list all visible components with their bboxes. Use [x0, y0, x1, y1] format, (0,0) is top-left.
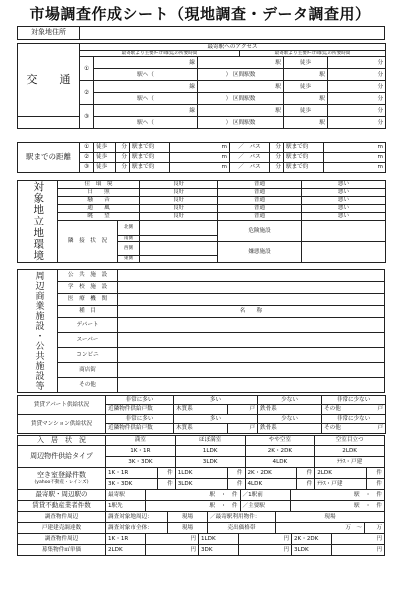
good-option[interactable]: 良好 — [140, 189, 218, 197]
station-label: 駅 — [198, 57, 284, 69]
to-label: 駅まで約 — [130, 163, 170, 173]
yen-unit: 円 — [146, 534, 199, 545]
department-value[interactable] — [118, 318, 385, 333]
occupancy-almost-full[interactable]: ほぼ満室 — [175, 436, 245, 446]
occupancy-full[interactable]: 満室 — [106, 436, 176, 446]
average-option[interactable]: 普通 — [218, 213, 302, 221]
m-label: m — [324, 163, 386, 173]
page-title: 市場調査作成シート（現地調査・データ調査用） — [29, 5, 371, 23]
land-label-2: 戸建建売調達数 — [18, 523, 106, 534]
station-label: 駅 — [198, 81, 284, 93]
site-table — [17, 180, 386, 263]
good-option[interactable]: 良好 — [140, 213, 218, 221]
distance-row-num: ② — [80, 153, 94, 163]
min-label: 分 — [270, 153, 284, 163]
agent-station: 1駅先 — [106, 501, 146, 512]
level-many[interactable]: 多い — [174, 415, 258, 424]
vacancy-label-cell: 空き室登録件数 (yahoo不動産・レインズ) — [18, 468, 106, 490]
site-item: 日 照 — [58, 189, 140, 197]
yen-unit: 円 — [239, 534, 292, 545]
count-unit: 件 — [227, 468, 245, 479]
via-cell: ） 区間駅数 — [198, 117, 284, 129]
type-option[interactable]: 3LDK — [175, 457, 245, 468]
m-label: m — [170, 143, 230, 153]
rent-type: 2K・2DK — [292, 534, 332, 545]
min-label: 分 — [270, 163, 284, 173]
neighbor-label: 隣 接 状 況 — [58, 221, 118, 263]
stock-label: 近隣物件供給戸数 — [106, 424, 174, 434]
bad-option[interactable]: 悪い — [302, 213, 386, 221]
yen-unit: 円 — [146, 545, 199, 556]
to-label: 駅へ（ — [94, 69, 198, 81]
eki-label: 駅 — [284, 69, 328, 81]
rent-label-1: 調査物件周辺 — [18, 534, 106, 545]
bad-option[interactable]: 悪い — [302, 189, 386, 197]
to-label: 駅まで約 — [284, 163, 324, 173]
level-very-few[interactable]: 非常に少ない — [322, 415, 386, 424]
rent-table — [17, 533, 385, 556]
neighbor-north-value[interactable] — [140, 221, 218, 236]
neighbor-east-value[interactable] — [140, 256, 218, 262]
unit-label: 戸 — [228, 405, 258, 415]
line-label: 線 — [94, 105, 198, 117]
eki-label: 駅 — [284, 117, 328, 129]
steel-label: 鉄骨系 — [258, 405, 322, 415]
min-label: 分 — [116, 163, 130, 173]
direction-west: 西側 — [118, 241, 140, 256]
vacancy-type: 3K・3DK — [106, 479, 158, 490]
rent-type: 2LDK — [106, 545, 146, 556]
walk-label: 徒歩 — [284, 57, 328, 69]
price-range-label: 売出価格帯 — [208, 523, 276, 534]
type-option[interactable]: 3K・3DK — [106, 457, 176, 468]
access-sub-right: 最寄駅より主要ﾀｰﾐﾅﾙ駅迄の所要時間 — [240, 51, 386, 57]
level-few[interactable]: 少ない — [258, 415, 322, 424]
type-option[interactable]: ﾃﾗｽ・戸建 — [315, 457, 385, 468]
occupancy-label: 入 居 状 況 — [18, 436, 106, 446]
type-shopping-street: 商店街 — [58, 363, 118, 378]
count-unit: 件 — [367, 468, 385, 479]
spacer — [18, 117, 80, 129]
vacancy-type: 1K・1R — [106, 468, 158, 479]
access-table — [17, 43, 386, 129]
type-option[interactable]: 2LDK — [315, 446, 385, 457]
count-unit: 件 — [297, 468, 315, 479]
location-table — [17, 26, 385, 40]
danger-facility-value[interactable] — [302, 221, 386, 242]
site-item: 騒 音 — [58, 197, 140, 205]
vacancy-type: 3LDK — [175, 479, 227, 490]
agents-label-2: 賃貸不動産業者件数 — [18, 501, 106, 512]
min-label: 分 — [328, 57, 386, 69]
yen-unit: 円 — [332, 545, 385, 556]
stock-label: 近隣物件供給戸数 — [106, 405, 174, 415]
average-option[interactable]: 普通 — [218, 181, 302, 189]
other-cell: その他 戸 — [322, 405, 386, 415]
shopping-street-value[interactable] — [118, 363, 385, 378]
medical-facility-value[interactable] — [118, 294, 385, 306]
location-label: 対象地住所 — [18, 27, 80, 40]
line-label: 線 — [94, 81, 198, 93]
distance-row-num: ① — [80, 143, 94, 153]
vacancy-type: 2LDK — [315, 468, 367, 479]
to-label: 駅へ（ — [94, 117, 198, 129]
public-facility-label: 公 共 施 設 — [58, 270, 118, 282]
min-label: 分 — [270, 143, 284, 153]
agent-station: ／1駅前 — [240, 490, 290, 501]
min-label: 分 — [328, 105, 386, 117]
bus-label: ／ バス — [230, 153, 270, 163]
station-label: 駅 — [198, 105, 284, 117]
m-label: m — [170, 153, 230, 163]
via-cell: ） 区間駅数 — [198, 93, 284, 105]
walk-label: 徒歩 — [284, 81, 328, 93]
price-unit: 万 ～ — [276, 523, 365, 534]
walk-label: 徒歩 — [94, 153, 116, 163]
distance-row-num: ③ — [80, 163, 94, 173]
wood-label: 木質系 — [174, 405, 228, 415]
supply-type-label: 周辺物件供給タイプ — [18, 446, 106, 468]
m-label: m — [170, 163, 230, 173]
facilities-table — [17, 269, 385, 393]
site-item: 眺 望 — [58, 213, 140, 221]
supply-type-table — [17, 445, 385, 468]
supermarket-value[interactable] — [118, 333, 385, 348]
agent-count: 駅 ・ 件 — [146, 490, 241, 501]
min-label: 分 — [328, 81, 386, 93]
access-row-num: ③ — [80, 105, 94, 129]
access-label: 交 通 — [18, 44, 80, 117]
count-unit: 件 — [157, 468, 175, 479]
land-table — [17, 511, 385, 534]
school-facility-label: 学 校 施 設 — [58, 282, 118, 294]
type-option[interactable]: 1K・1R — [106, 446, 176, 457]
level-very-many[interactable]: 非常に多い — [106, 415, 174, 424]
vacancy-type: 1LDK — [175, 468, 227, 479]
walk-label: 徒歩 — [94, 163, 116, 173]
yen-unit: 円 — [239, 545, 292, 556]
land-field: 調査対象市全体： — [106, 523, 168, 534]
land-label-1: 調査物件周辺 — [18, 512, 106, 523]
rent-type: 3DK — [199, 545, 239, 556]
walk-label: 徒歩 — [94, 143, 116, 153]
land-field: ／最寄駅利用物件： — [208, 512, 276, 523]
bad-option[interactable]: 悪い — [302, 205, 386, 213]
vacancy-table — [17, 467, 385, 490]
rent-type: 1K・1R — [106, 534, 146, 545]
agent-count: 駅 ・ 件 — [290, 501, 385, 512]
distance-label: 駅までの距離 — [18, 143, 80, 173]
danger-facility-label: 危険施設 — [218, 221, 302, 242]
access-header: 最寄駅へのアクセス — [80, 44, 386, 51]
rental-table — [17, 395, 386, 434]
facilities-label: 周辺商業施設・公共施設等 — [18, 270, 58, 393]
level-many[interactable]: 多い — [174, 396, 258, 405]
level-very-few[interactable]: 非常に少ない — [322, 396, 386, 405]
medical-facility-label: 医 療 機 関 — [58, 294, 118, 306]
m-label: m — [324, 153, 386, 163]
bad-option[interactable]: 悪い — [302, 181, 386, 189]
yen-unit: 円 — [332, 534, 385, 545]
type-department: デパート — [58, 318, 118, 333]
average-option[interactable]: 普通 — [218, 197, 302, 205]
unit-label: 戸 — [228, 424, 258, 434]
direction-east: 東側 — [118, 256, 140, 262]
disgust-facility-value[interactable] — [302, 241, 386, 262]
occupancy-many-vacant[interactable]: 空室目立つ — [315, 436, 385, 446]
type-option[interactable]: 2K・2DK — [245, 446, 315, 457]
to-label: 駅へ（ — [94, 93, 198, 105]
name-header: 名 称 — [118, 306, 385, 318]
bus-label: ／ バス — [230, 163, 270, 173]
level-very-many[interactable]: 非常に多い — [106, 396, 174, 405]
type-other: その他 — [58, 378, 118, 393]
min-label: 分 — [116, 143, 130, 153]
vacancy-type: 2K・2DK — [245, 468, 297, 479]
land-unit: 現場 — [168, 523, 208, 534]
good-option[interactable]: 良好 — [140, 181, 218, 189]
count-unit: 件 — [367, 479, 385, 490]
count-unit: 件 — [227, 479, 245, 490]
count-unit: 件 — [157, 479, 175, 490]
site-item: 通 風 — [58, 205, 140, 213]
mansion-supply-label: 賃貸マンション供給状況 — [18, 415, 106, 434]
level-few[interactable]: 少ない — [258, 396, 322, 405]
agent-count: 駅 ・ 件 — [290, 490, 385, 501]
m-label: m — [324, 143, 386, 153]
agent-station: ／主要駅 — [240, 501, 290, 512]
access-row-num: ① — [80, 57, 94, 81]
good-option[interactable]: 良好 — [140, 197, 218, 205]
neighbor-west-value[interactable] — [140, 241, 218, 256]
disgust-facility-label: 嫌悪施設 — [218, 241, 302, 262]
type-supermarket: スーパー — [58, 333, 118, 348]
direction-south: 南側 — [118, 235, 140, 241]
rent-label-2: 募集物件㎡単価 — [18, 545, 106, 556]
distance-table — [17, 142, 386, 173]
steel-label: 鉄骨系 — [258, 424, 322, 434]
type-option[interactable]: 4LDK — [245, 457, 315, 468]
min-label: 分 — [328, 93, 386, 105]
access-row-num: ② — [80, 81, 94, 105]
count-unit: 件 — [297, 479, 315, 490]
to-label: 駅まで約 — [130, 153, 170, 163]
eki-label: 駅 — [284, 93, 328, 105]
walk-label: 徒歩 — [284, 105, 328, 117]
access-sub-left: 最寄駅より主要ﾀｰﾐﾅﾙ駅迄の所要時間 — [80, 51, 240, 57]
min-label: 分 — [328, 117, 386, 129]
location-value[interactable] — [80, 27, 385, 40]
average-option[interactable]: 普通 — [218, 205, 302, 213]
type-convenience: コンビニ — [58, 348, 118, 363]
bus-label: ／ バス — [230, 143, 270, 153]
via-cell: ） 区間駅数 — [198, 69, 284, 81]
agent-count: 駅 ・ 件 — [146, 501, 241, 512]
other-value[interactable] — [118, 378, 385, 393]
wood-label: 木質系 — [174, 424, 228, 434]
school-facility-value[interactable] — [118, 282, 385, 294]
type-option[interactable]: 1LDK — [175, 446, 245, 457]
price-unit: 万 — [364, 523, 384, 534]
vacancy-type: ﾃﾗｽ・戸建 — [315, 479, 367, 490]
apartment-supply-label: 賃貸アパート供給状況 — [18, 396, 106, 415]
site-label: 対象地立地環境 — [18, 181, 58, 263]
occupancy-some-vacant[interactable]: やや空室 — [245, 436, 315, 446]
to-label: 駅まで約 — [284, 153, 324, 163]
direction-north: 北側 — [118, 221, 140, 236]
agents-table — [17, 489, 385, 512]
public-facility-value[interactable] — [118, 270, 385, 282]
average-option[interactable]: 普通 — [218, 189, 302, 197]
rent-type: 3LDK — [292, 545, 332, 556]
land-field: 調査対象地周辺： — [106, 512, 168, 523]
type-header: 種 目 — [58, 306, 118, 318]
rent-type: 1LDK — [199, 534, 239, 545]
min-label: 分 — [328, 69, 386, 81]
site-item: 住 環 境 — [58, 181, 140, 189]
agents-label-1: 最寄駅・周辺駅の — [18, 490, 106, 501]
min-label: 分 — [116, 153, 130, 163]
bad-option[interactable]: 悪い — [302, 197, 386, 205]
to-label: 駅まで約 — [130, 143, 170, 153]
agent-station: 最寄駅 — [106, 490, 146, 501]
line-label: 線 — [94, 57, 198, 69]
other-cell: その他 戸 — [322, 424, 386, 434]
good-option[interactable]: 良好 — [140, 205, 218, 213]
to-label: 駅まで約 — [284, 143, 324, 153]
vacancy-type: 4LDK — [245, 479, 297, 490]
land-unit: 現場 — [276, 512, 385, 523]
land-unit: 現場 — [168, 512, 208, 523]
convenience-value[interactable] — [118, 348, 385, 363]
